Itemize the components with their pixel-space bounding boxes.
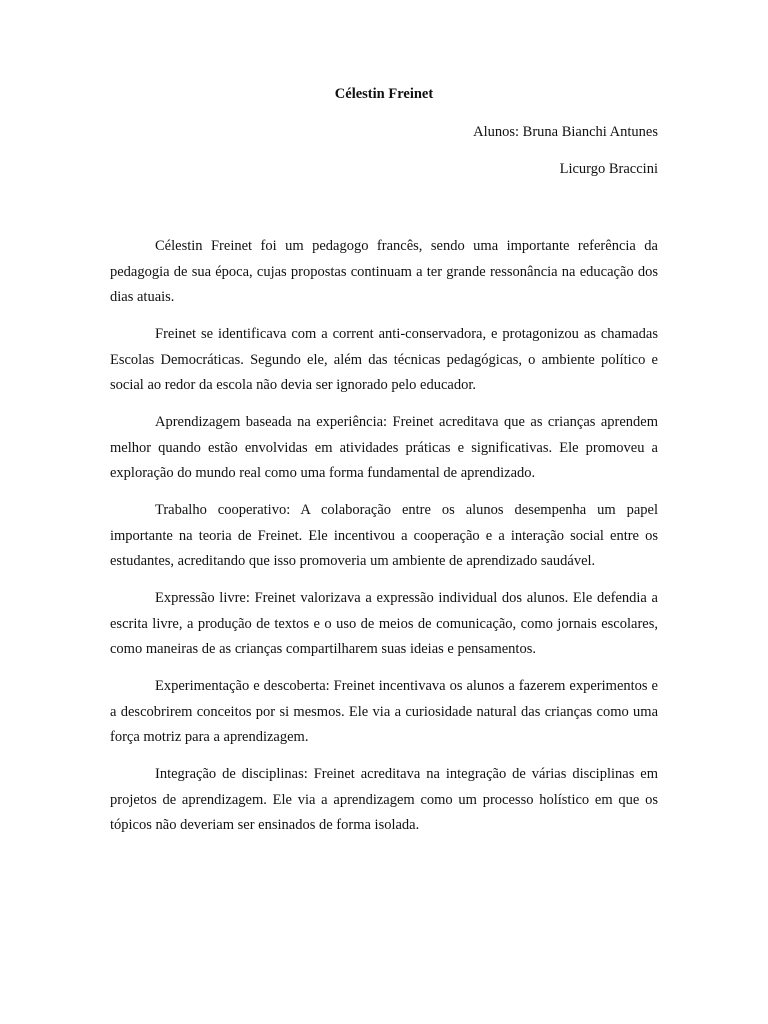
author-line-students: Alunos: Bruna Bianchi Antunes — [473, 124, 658, 140]
paragraph-experiential-learning: Aprendizagem baseada na experiência: Freinet acreditava que as crianças aprendem melhor quando estão envolvidas em atividades práticas e significativas. Ele promoveu a exploração do mundo real como uma forma fundamental de aprendizado. — [110, 414, 658, 481]
author-line-second: Licurgo Braccini — [559, 161, 658, 177]
paragraph-free-expression: Expressão livre: Freinet valorizava a expressão individual dos alunos. Ele defendia a escrita livre, a produção de textos e o uso de meios de comunicação, como jornais escolares, como maneiras de as crianças compartilharem suas ideias e pensamentos. — [110, 590, 658, 657]
paragraph-cooperative-work: Trabalho cooperativo: A colaboração entre os alunos desempenha um papel importante na teoria de Freinet. Ele incentivou a cooperação e a interação social entre os estudantes, acreditando que isso promoveria um ambiente de aprendizado saudável. — [110, 502, 658, 569]
paragraph-experimentation: Experimentação e descoberta: Freinet incentivava os alunos a fazerem experimentos e a descobrirem conceitos por si mesmos. Ele via a curiosidade natural das crianças como uma força motriz para a aprendizagem. — [110, 678, 658, 745]
document-title: Célestin Freinet — [334, 86, 434, 102]
paragraph-introduction: Célestin Freinet foi um pedagogo francês, sendo uma importante referência da pedagogia de sua época, cujas propostas continuam a ter grande ressonância na educação dos dias atuais. — [110, 238, 658, 305]
document-page — [110, 84, 658, 850]
paragraph-democratic-schools: Freinet se identificava com a corrent anti-conservadora, e protagonizou as chamadas Escolas Democráticas. Segundo ele, além das técnicas pedagógicas, o ambiente político e social ao redor da escola não devia ser ignorado pelo educador. — [110, 326, 658, 393]
paragraph-integration: Integração de disciplinas: Freinet acreditava na integração de várias disciplinas em projetos de aprendizagem. Ele via a aprendizagem como um processo holístico em que os tópicos não deveriam ser ensinados de forma isolada. — [110, 766, 658, 833]
